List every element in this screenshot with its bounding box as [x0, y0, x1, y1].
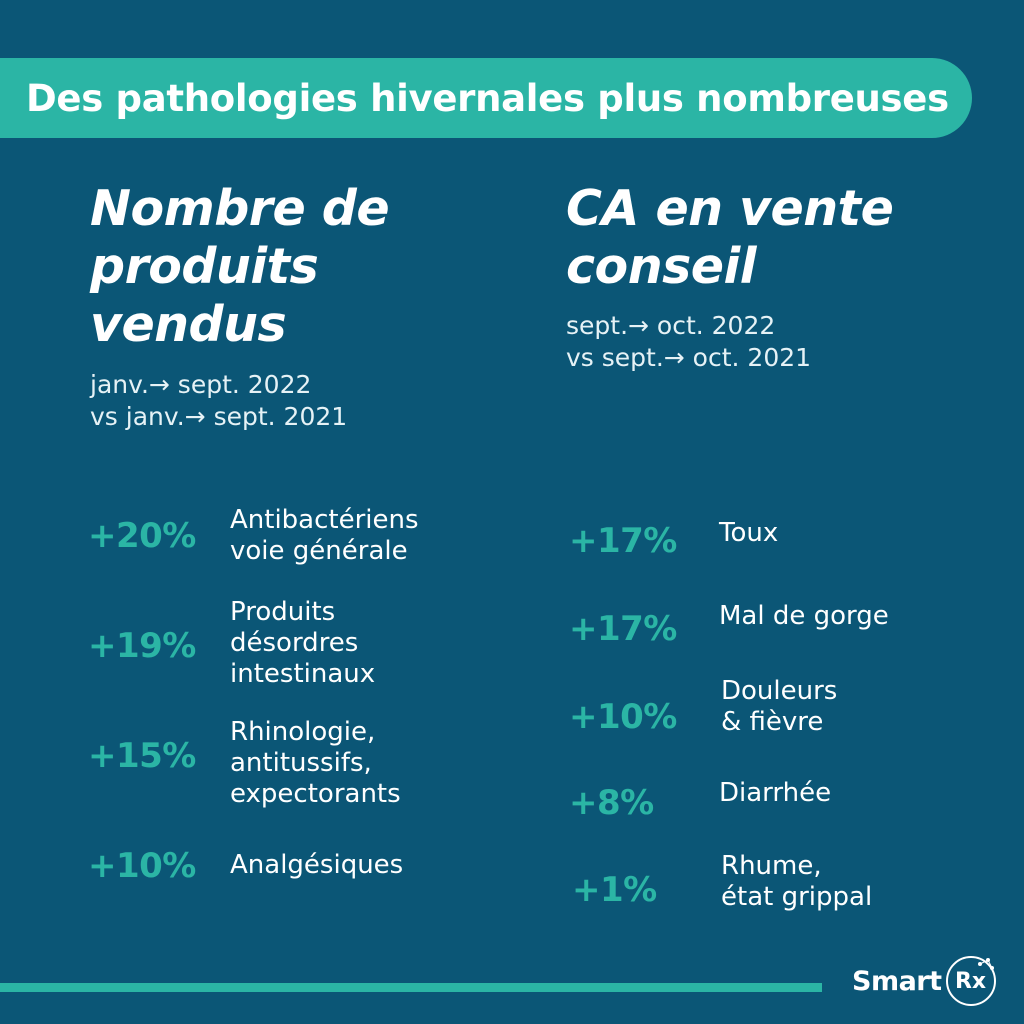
left-stat-label	[230, 717, 401, 810]
right-stat-value: +17%	[569, 521, 677, 561]
label-line: Produits	[230, 597, 336, 627]
label-line: antitussifs,	[230, 748, 372, 778]
left-stat-value: +19%	[88, 626, 196, 666]
left-stat-value: +15%	[88, 736, 196, 776]
label-line: voie générale	[230, 536, 408, 566]
right-stat-label	[721, 676, 837, 738]
label-line: Analgésiques	[230, 850, 404, 880]
left-stat-label	[230, 505, 419, 567]
right-stat-label	[721, 851, 872, 913]
label-line: intestinaux	[230, 659, 376, 689]
right-stat-label	[719, 601, 889, 632]
label-line: Rhume,	[721, 851, 822, 881]
title-line: produits	[90, 238, 319, 295]
logo-text: Smart	[852, 965, 942, 997]
label-line: désordres	[230, 628, 359, 658]
right-stat-value: +1%	[572, 870, 657, 910]
right-stat-value: +17%	[569, 609, 677, 649]
period-line: sept.→ oct. 2022	[566, 311, 776, 340]
right-stat-value: +10%	[569, 697, 677, 737]
page-title: Des pathologies hivernales plus nombreuses	[26, 76, 949, 120]
left-column-title	[90, 180, 389, 354]
label-line: Rhinologie,	[230, 717, 376, 747]
right-column-period	[566, 310, 811, 374]
smartrx-logo	[852, 956, 996, 1006]
label-line: Toux	[719, 518, 779, 548]
label-line: expectorants	[230, 779, 401, 809]
label-line: état grippal	[721, 882, 873, 912]
left-stat-value: +10%	[88, 846, 196, 886]
title-line: conseil	[566, 238, 757, 295]
title-line: vendus	[90, 296, 287, 353]
period-line: vs janv.→ sept. 2021	[90, 402, 348, 431]
title-line: Nombre de	[90, 180, 390, 237]
left-stat-label	[230, 850, 403, 881]
right-column-title	[566, 180, 893, 296]
footer-divider	[0, 983, 822, 992]
label-line: Douleurs	[721, 676, 838, 706]
title-banner	[0, 58, 972, 138]
left-stat-value: +20%	[88, 516, 196, 556]
left-column-period	[90, 369, 347, 433]
label-line: & fièvre	[721, 707, 824, 737]
label-line: Antibactériens	[230, 505, 419, 535]
right-stat-label	[719, 518, 778, 549]
label-line: Mal de gorge	[719, 601, 889, 631]
period-line: vs sept.→ oct. 2021	[566, 343, 812, 372]
logo-badge-text: Rx	[954, 968, 987, 994]
left-stat-label	[230, 597, 375, 690]
network-dots-icon	[976, 956, 996, 972]
label-line: Diarrhée	[719, 778, 832, 808]
logo-badge	[946, 956, 996, 1006]
right-stat-value: +8%	[569, 783, 654, 823]
right-stat-label	[719, 778, 831, 809]
title-line: CA en vente	[566, 180, 894, 237]
period-line: janv.→ sept. 2022	[90, 370, 312, 399]
